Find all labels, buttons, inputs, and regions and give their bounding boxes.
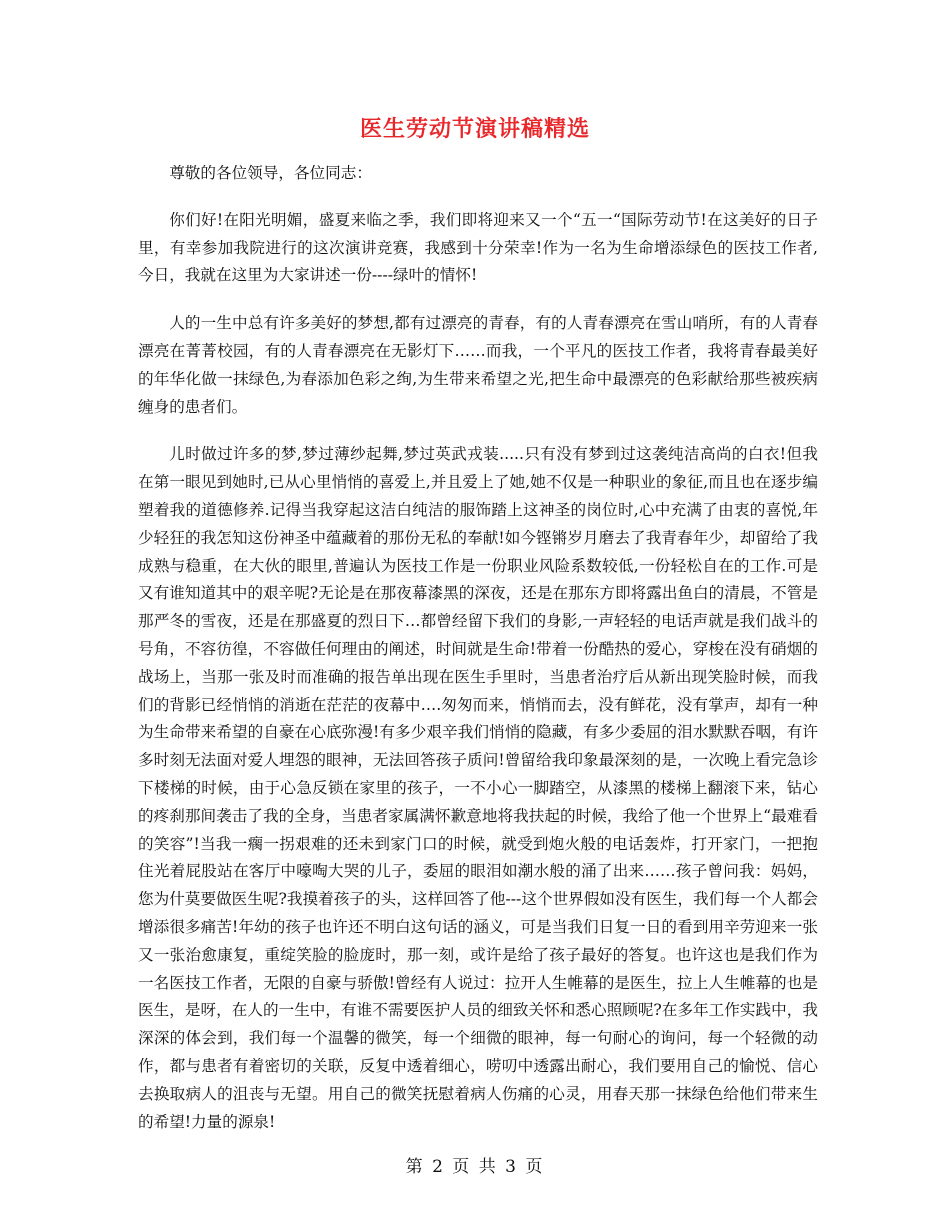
document-body xyxy=(138,160,818,1156)
paragraph-1: 你们好!在阳光明媚，盛夏来临之季，我们即将迎来又一个“五一“国际劳动节!在这美好的日子里，有幸参加我院进行的这次演讲竞赛，我感到十分荣幸!作为一名为生命增添绿色的医技工作者,今日，我就在这里为大家讲述一份----绿叶的情怀! xyxy=(138,210,818,285)
page-number: 第 2 页 共 3 页 xyxy=(405,1157,545,1177)
greeting-line: 尊敬的各位领导，各位同志： xyxy=(169,164,372,182)
document-title: 医生劳动节演讲稿精选 xyxy=(359,116,590,142)
paragraph-3: 儿时做过许多的梦,梦过薄纱起舞,梦过英武戎装.....只有没有梦到过这袭纯洁高尚的白衣!但我在第一眼见到她时,已从心里悄悄的喜爱上,并且爱上了她,她不仅是一种职业的象征,而且也在逐步编塑着我的道德修养.记得当我穿起这洁白纯洁的服饰踏上这神圣的岗位时,心中充满了由衷的喜悦,年少轻狂的我怎知这份神圣中蕴藏着的那份无私的奉献!如今铿锵岁月磨去了我青春年少，却留给了我成熟与稳重，在大伙的眼里,普遍认为医技工作是一份职业风险系数较低,一份轻松自在的工作.可是又有谁知道其中的艰辛呢?无论是在那夜幕漆黑的深夜，还是在那东方即将露出鱼白的清晨，不管是那严冬的雪夜，还是在那盛夏的烈日下…都曾经留下我们的身影,一声轻轻的电话声就是我们战斗的号角，不容彷徨，不容做任何理由的阐述，时间就是生命!带着一份酷热的爱心，穿梭在没有硝烟的战场上，当那一张及时而准确的报告单出现在医生手里时，当患者治疗后从新出现笑脸时候，而我们的背影已经悄悄的消逝在茫茫的夜幕中….匆匆而来，悄悄而去，没有鲜花，没有掌声，却有一种为生命带来希望的自豪在心底弥漫!有多少艰辛我们悄悄的隐藏，有多少委屈的泪水默默吞咽，有许多时刻无法面对爱人埋怨的眼神，无法回答孩子质问!曾留给我印象最深刻的是，一次晚上看完急诊下楼梯的时候，由于心急反锁在家里的孩子，一不小心一脚踏空，从漆黑的楼梯上翻滚下来，钻心的疼刹那间袭击了我的全身，当患者家属满怀歉意地将我扶起的时候，我给了他一个世界上“最难看的笑容”!当我一瘸一拐艰难的还未到家门口的时候，就受到炮火般的电话轰炸，打开家门，一把抱住光着屁股站在客厅中嚎啕大哭的儿子，委屈的眼泪如潮水般的涌了出来……孩子曾问我：妈妈，您为什莫要做医生呢?我摸着孩子的头，这样回答了他---这个世界假如没有医生，我们每一个人都会增添很多痛苦!年幼的孩子也许还不明白这句话的涵义，可是当我们日复一日的看到用辛劳迎来一张又一张治愈康复，重绽笑脸的脸庞时，那一刻，或许是给了孩子最好的答复。也许这也是我们作为一名医技工作者，无限的自豪与骄傲!曾经有人说过：拉开人生帷幕的是医生，拉上人生帷幕的也是医生，是呀，在人的一生中，有谁不需要医护人员的细致关怀和悉心照顾呢?在多年工作实践中，我深深的体会到，我们每一个温馨的微笑，每一个细微的眼神，每一句耐心的询问，每一个轻微的动作，都与患者有着密切的关联，反复中透着细心，唠叨中透露出耐心，我们要用自己的愉悦、信心去换取病人的沮丧与无望。用自己的微笑抚慰着病人伤痛的心灵，用春天那一抹绿色给他们带来生的希望!力量的源泉! xyxy=(138,445,818,1131)
paragraph-2: 人的一生中总有许多美好的梦想,都有过漂亮的青春，有的人青春漂亮在雪山哨所，有的人青春漂亮在菁菁校园，有的人青春漂亮在无影灯下……而我，一个平凡的医技工作者，我将青春最美好的年华化做一抹绿色,为春添加色彩之绚,为生带来希望之光,把生命中最漂亮的色彩献给那些被疾病缠身的患者们。 xyxy=(138,314,818,416)
